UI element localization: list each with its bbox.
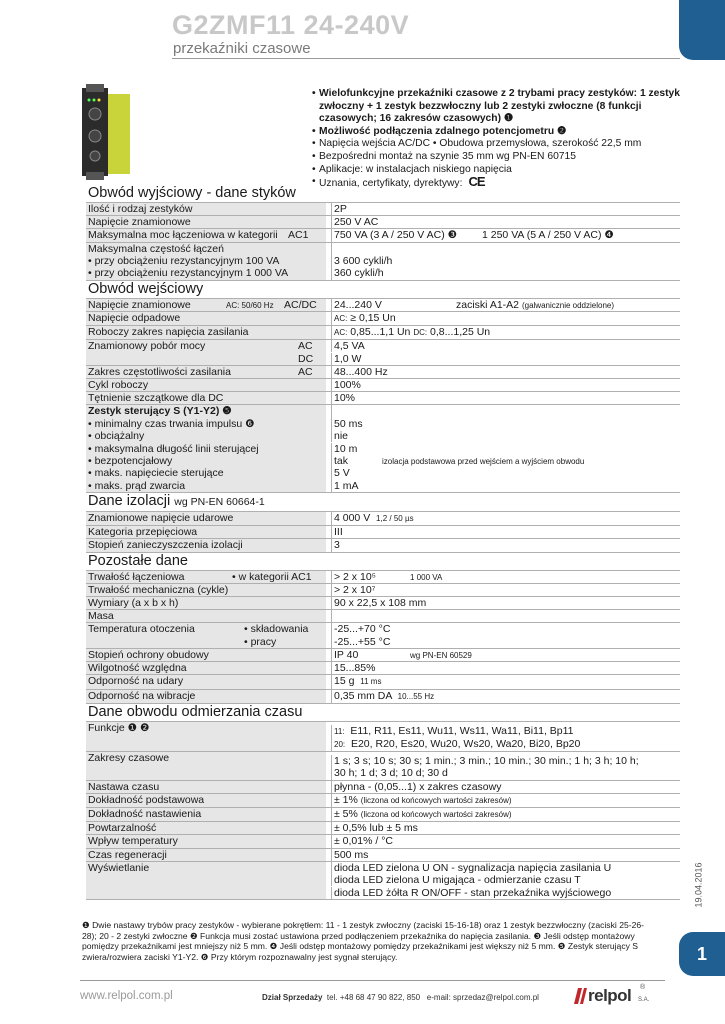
feature-item: • Uznania, certyfikaty, dyrektywy: CE xyxy=(312,176,682,191)
table-row: Dokładność podstawowa ± 1% (liczona od końcowych wartości zakresów) xyxy=(86,794,680,808)
table-row: Wilgotność względna 15...85% xyxy=(86,662,680,675)
page-number: 1 xyxy=(679,932,725,976)
table-row: Zakresy czasowe 1 s; 3 s; 10 s; 30 s; 1 min.; 3 min.; 10 min.; 30 min.; 1 h; 3 h; 10 h; xyxy=(86,752,680,767)
table-row: • bezpotencjałowy tak izolacja podstawowa przed wejściem a wyjściem obwodu xyxy=(86,455,680,467)
table-row: Dokładność nastawienia ± 5% (liczona od końcowych wartości zakresów) xyxy=(86,808,680,822)
table-row: Zestyk sterujący S (Y1-Y2) ❺ xyxy=(86,405,680,417)
table-row: 20: E20, R20, Es20, Wu20, Ws20, Wa20, Bi20, Bp20 xyxy=(86,738,680,752)
table-row: Kategoria przepięciowa III xyxy=(86,526,680,539)
table-row: Maksymalna częstość łączeń xyxy=(86,243,680,255)
table-row: Znamionowe napięcie udarowe 4 000 V 1,2 / 50 µs xyxy=(86,512,680,526)
table-row: • maksymalna długość linii sterującej 10 m xyxy=(86,443,680,455)
table-row: Cykl roboczy 100% xyxy=(86,379,680,392)
table-row: Napięcie znamionowe 250 V AC xyxy=(86,216,680,229)
table-row: • pracy -25...+55 °C xyxy=(86,636,680,649)
table-row: Wpływ temperatury ± 0,01% / °C xyxy=(86,835,680,848)
table-row: dioda LED zielona U migająca - odmierzanie czasu T xyxy=(86,874,680,886)
corner-tab-top xyxy=(679,0,725,60)
table-row: Wyświetlanie dioda LED zielona U ON - sygnalizacja napięcia zasilania U xyxy=(86,862,680,874)
section-heading: Pozostałe dane xyxy=(86,553,680,571)
table-row: Stopień zanieczyszczenia izolacji 3 xyxy=(86,539,680,552)
feature-item: • Napięcia wejścia AC/DC • Obudowa przemysłowa, szerokość 22,5 mm xyxy=(312,138,682,151)
table-row: • przy obciążeniu rezystancyjnym 1 000 VA 360 cykli/h xyxy=(86,267,680,280)
table-row: Znamionowy pobór mocy AC 4,5 VA xyxy=(86,340,680,352)
table-row: • przy obciążeniu rezystancyjnym 100 VA 3 600 cykli/h xyxy=(86,255,680,267)
footer-divider xyxy=(80,980,665,981)
page-title: G2ZMF11 24-240V xyxy=(172,10,410,40)
table-row: Napięcie odpadowe AC: ≥ 0,15 Un xyxy=(86,312,680,326)
table-row: Roboczy zakres napięcia zasilania AC: 0,85...1,1 Un DC: 0,8...1,25 Un xyxy=(86,326,680,340)
table-row: • maks. prąd zwarcia 1 mA xyxy=(86,480,680,493)
footnotes: ❶ Dwie nastawy trybów pracy zestyków - wybierane pokrętłem: 11 - 1 zestyk zwłoczny (zaciski 15-16-18) oraz 1 zestyk bezzwłoczny (zaciski 25-26-28); 20 - 2 zestyki zwłoczne ❷ Funkcja musi zostać ustawiona przed podłączeniem przekaźnika do napięcia zasilania. ❸ Jeśli odstęp montażowy pomiędzy przekaźnikami jest mniejszy niż 5 mm. ❹ Jeśli odstęp montażowy pomiędzy przekaźnikami jest większy niż 5 mm. ❺ Zestyk sterujący S zwiera/rozwiera zaciski Y1-Y2. ❻ Przy którym rozpoznawalny jest sygnał sterujący. xyxy=(82,920,645,962)
table-row: Napięcie znamionowe AC: 50/60 Hz AC/DC 24...240 V zaciski A1-A2 (galwanicznie oddzielone) xyxy=(86,299,680,312)
table-row: Odporność na udary 15 g 11 ms xyxy=(86,675,680,689)
table-row: Funkcje ❶ ❷ 11: E11, R11, Es11, Wu11, Ws11, Wa11, Bi11, Bp11 xyxy=(86,722,680,738)
footer-contact: Dział Sprzedaży tel. +48 68 47 90 822, 850 e-mail: sprzedaz@relpol.com.pl xyxy=(262,993,539,1002)
table-row: Temperatura otoczenia • składowania -25...+70 °C xyxy=(86,623,680,635)
table-row: Czas regeneracji 500 ms xyxy=(86,849,680,862)
feature-item: • Wielofunkcyjne przekaźniki czasowe z 2 trybami pracy zestyków: 1 zestyk zwłoczny + 1 zestyk bezzwłoczny lub 2 zestyki zwłoczne (8 funkcji czasowych; 16 zakresów czasowych) ❶ xyxy=(312,88,682,126)
page-subtitle: przekaźniki czasowe xyxy=(173,40,311,57)
table-row: Wymiary (a x b x h) 90 x 22,5 x 108 mm xyxy=(86,597,680,610)
revision-date: 19.04.2016 xyxy=(693,862,704,908)
feature-item: • Aplikacje: w instalacjach niskiego napięcia xyxy=(312,164,682,177)
feature-item: • Bezpośredni montaż na szynie 35 mm wg PN-EN 60715 xyxy=(312,151,682,164)
table-row: • maks. napięciecie sterujące 5 V xyxy=(86,467,680,479)
table-row: 30 h; 1 d; 3 d; 10 d; 30 d xyxy=(86,767,680,780)
table-row: Odporność na wibracje 0,35 mm DA 10...55 Hz xyxy=(86,690,680,704)
table-row: Stopień ochrony obudowy IP 40 wg PN-EN 60529 xyxy=(86,649,680,662)
spec-table xyxy=(86,185,680,900)
relpol-logo: relpol ® S.A. xyxy=(572,984,652,1006)
table-row: • minimalny czas trwania impulsu ❻ 50 ms xyxy=(86,418,680,430)
table-row: dioda LED żółta R ON/OFF - stan przekaźnika wyjściowego xyxy=(86,887,680,900)
table-row: Maksymalna moc łączeniowa w kategorii AC1 750 VA (3 A / 250 V AC) ❸ 1 250 VA (5 A / 250 V AC) ❹ xyxy=(86,229,680,242)
feature-item: • Możliwość podłączenia zdalnego potencjometru ❷ xyxy=(312,126,682,139)
table-row: Masa xyxy=(86,610,680,623)
table-row: Trwałość mechaniczna (cykle) > 2 x 10⁷ xyxy=(86,584,680,597)
table-row: Nastawa czasu płynna - (0,05...1) x zakres czasowy xyxy=(86,781,680,794)
table-row: DC 1,0 W xyxy=(86,353,680,366)
table-row: Zakres częstotliwości zasilania AC 48...400 Hz xyxy=(86,366,680,379)
feature-list xyxy=(312,88,682,191)
relay-product-image xyxy=(80,84,132,180)
table-row: • obciążalny nie xyxy=(86,430,680,442)
section-heading: Obwód wyjściowy - dane styków xyxy=(86,185,680,203)
table-row: Trwałość łączeniowa • w kategorii AC1 > 2 x 10⁵ 1 000 VA xyxy=(86,571,680,584)
table-row: Powtarzalność ± 0,5% lub ± 5 ms xyxy=(86,822,680,835)
ce-mark-icon: CE xyxy=(468,174,485,190)
relpol-logo-icon xyxy=(572,986,588,1006)
table-row: Tętnienie szczątkowe dla DC 10% xyxy=(86,392,680,405)
section-heading: Dane izolacji wg PN-EN 60664-1 xyxy=(86,493,680,512)
footer-url-link[interactable]: www.relpol.com.pl xyxy=(80,990,173,1002)
table-row: Ilość i rodzaj zestyków 2P xyxy=(86,203,680,216)
section-heading: Obwód wejściowy xyxy=(86,281,680,299)
section-heading: Dane obwodu odmierzania czasu xyxy=(86,704,680,722)
header-divider xyxy=(172,58,680,59)
